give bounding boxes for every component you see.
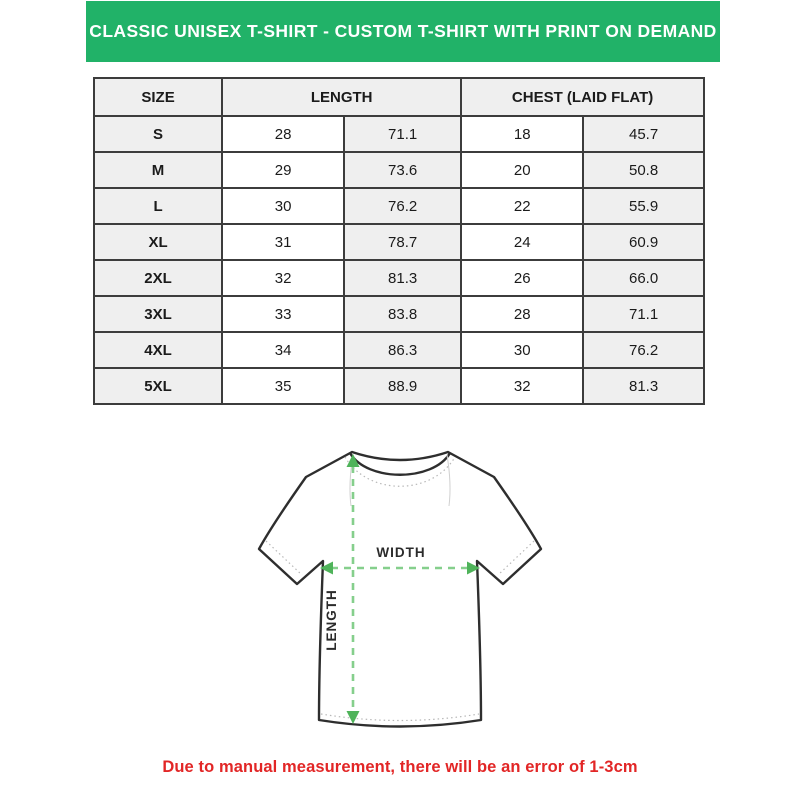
chest-cm-cell: 71.1 (583, 296, 704, 332)
length-in-cell: 31 (222, 224, 344, 260)
table-row (94, 332, 704, 368)
chest-cm-cell: 55.9 (583, 188, 704, 224)
size-cell: M (94, 152, 222, 188)
col-header-length: LENGTH (222, 78, 461, 116)
size-chart-table (93, 77, 705, 405)
table-row (94, 188, 704, 224)
length-cm-cell: 81.3 (344, 260, 461, 296)
measurement-error-note: Due to manual measurement, there will be an error of 1-3cm (162, 758, 638, 776)
width-label: WIDTH (376, 545, 426, 560)
chest-cm-cell: 45.7 (583, 116, 704, 152)
title-banner (86, 1, 720, 62)
length-in-cell: 34 (222, 332, 344, 368)
tshirt-outline (259, 452, 541, 727)
chest-in-cell: 32 (461, 368, 583, 404)
chest-in-cell: 20 (461, 152, 583, 188)
size-cell: 3XL (94, 296, 222, 332)
length-cm-cell: 88.9 (344, 368, 461, 404)
length-cm-cell: 73.6 (344, 152, 461, 188)
length-in-cell: 28 (222, 116, 344, 152)
page-title: CLASSIC UNISEX T-SHIRT - CUSTOM T-SHIRT WITH PRINT ON DEMAND (89, 21, 717, 41)
length-label: LENGTH (324, 589, 339, 651)
chest-in-cell: 30 (461, 332, 583, 368)
chest-in-cell: 22 (461, 188, 583, 224)
length-cm-cell: 76.2 (344, 188, 461, 224)
chest-cm-cell: 60.9 (583, 224, 704, 260)
table-row (94, 152, 704, 188)
length-cm-cell: 83.8 (344, 296, 461, 332)
header-row (94, 78, 704, 116)
length-in-cell: 29 (222, 152, 344, 188)
chest-in-cell: 26 (461, 260, 583, 296)
chest-in-cell: 24 (461, 224, 583, 260)
length-in-cell: 30 (222, 188, 344, 224)
table-row (94, 260, 704, 296)
size-cell: S (94, 116, 222, 152)
table-row (94, 116, 704, 152)
table-row (94, 224, 704, 260)
chest-cm-cell: 81.3 (583, 368, 704, 404)
size-cell: 5XL (94, 368, 222, 404)
table-row (94, 368, 704, 404)
length-cm-cell: 86.3 (344, 332, 461, 368)
size-cell: 2XL (94, 260, 222, 296)
tshirt-measurement-diagram (240, 438, 560, 743)
length-in-cell: 33 (222, 296, 344, 332)
chest-in-cell: 28 (461, 296, 583, 332)
length-cm-cell: 71.1 (344, 116, 461, 152)
col-header-chest: CHEST (LAID FLAT) (461, 78, 704, 116)
length-in-cell: 35 (222, 368, 344, 404)
length-cm-cell: 78.7 (344, 224, 461, 260)
col-header-size: SIZE (94, 78, 222, 116)
chest-cm-cell: 66.0 (583, 260, 704, 296)
chest-in-cell: 18 (461, 116, 583, 152)
chest-cm-cell: 76.2 (583, 332, 704, 368)
size-cell: L (94, 188, 222, 224)
table-row (94, 296, 704, 332)
length-in-cell: 32 (222, 260, 344, 296)
chest-cm-cell: 50.8 (583, 152, 704, 188)
size-cell: 4XL (94, 332, 222, 368)
size-cell: XL (94, 224, 222, 260)
